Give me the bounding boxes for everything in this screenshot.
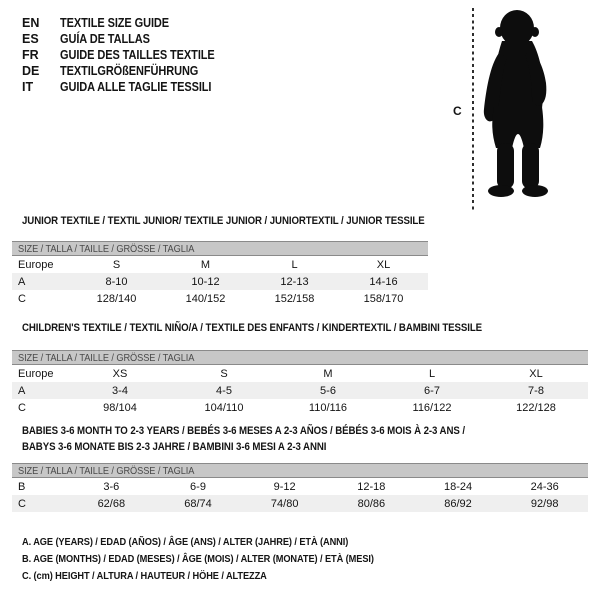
table-cell: 9-12: [273, 480, 296, 493]
table-cell: 24-36: [530, 480, 559, 493]
table-cell: 4-5: [216, 384, 232, 397]
language-code: EN: [22, 16, 40, 30]
table-cell: 18-24: [443, 480, 473, 493]
table-row: [12, 256, 428, 273]
table-row: [12, 382, 588, 399]
table-row: [12, 399, 588, 416]
language-row: [22, 63, 236, 79]
guide-title: TEXTILE SIZE GUIDE: [60, 16, 170, 30]
table-cell: M: [323, 367, 333, 380]
table-cell: 110/116: [308, 401, 348, 414]
note-height-cm: C. (cm) HEIGHT / ALTURA / HAUTEUR / HÖHE / ALTEZZA: [22, 570, 267, 582]
babies-size-header-bar: [12, 463, 588, 478]
table-cell: 62/68: [97, 497, 126, 510]
table-row: [12, 273, 428, 290]
babies-title-line2: BABYS 3-6 MONATE BIS 2-3 JAHRE / BAMBINI 3-6 MESI A 2-3 ANNI: [22, 441, 327, 453]
row-label: A: [18, 275, 26, 288]
size-header-text: SIZE / TALLA / TAILLE / GRÖSSE / TAGLIA: [18, 465, 195, 477]
babies-section-title: [22, 423, 525, 455]
table-cell: XS: [112, 367, 128, 380]
children-section-title: [22, 320, 545, 336]
language-header: [22, 15, 236, 95]
table-cell: 74/80: [270, 497, 299, 510]
table-cell: L: [428, 367, 436, 380]
language-code: FR: [22, 48, 39, 62]
language-row: [22, 79, 236, 95]
language-code: ES: [22, 32, 39, 46]
junior-size-table: [12, 256, 428, 307]
note-age-years: A. AGE (YEARS) / EDAD (AÑOS) / ÂGE (ANS) / ALTER (JAHRE) / ETÀ (ANNI): [22, 536, 349, 548]
size-header-text: SIZE / TALLA / TAILLE / GRÖSSE / TAGLIA: [18, 243, 195, 255]
table-cell: 116/122: [412, 401, 452, 414]
table-cell: 98/104: [103, 401, 137, 414]
junior-title-text: JUNIOR TEXTILE / TEXTIL JUNIOR/ TEXTILE JUNIOR / JUNIORTEXTIL / JUNIOR TESSILE: [22, 215, 425, 227]
row-label: C: [18, 497, 26, 510]
note-age-months: B. AGE (MONTHS) / EDAD (MESES) / ÂGE (MOIS) / ALTER (MONATE) / ETÀ (MESI): [22, 553, 374, 565]
children-title-text: CHILDREN'S TEXTILE / TEXTIL NIÑO/A / TEXTILE DES ENFANTS / KINDERTEXTIL / BAMBINI TESSILE: [22, 322, 483, 334]
legend-notes: [22, 536, 422, 587]
table-cell: S: [220, 367, 228, 380]
table-cell: 122/128: [516, 401, 556, 414]
table-cell: L: [291, 258, 298, 271]
table-cell: 128/140: [96, 292, 137, 305]
junior-section-title: [22, 213, 480, 229]
guide-title: GUIDE DES TAILLES TEXTILE: [60, 48, 215, 62]
table-cell: 5-6: [320, 384, 336, 397]
row-label: B: [18, 480, 26, 493]
row-label: Europe: [18, 258, 54, 271]
table-cell: 68/74: [184, 497, 212, 510]
babies-size-table: [12, 478, 588, 512]
table-cell: XL: [529, 367, 543, 380]
language-row: [22, 47, 236, 63]
table-cell: 104/110: [204, 401, 244, 414]
table-cell: 140/152: [185, 292, 226, 305]
table-cell: 3-4: [112, 384, 128, 397]
table-cell: 10-12: [191, 275, 220, 288]
junior-size-header-bar: [12, 241, 428, 256]
table-cell: M: [200, 258, 211, 271]
table-cell: 8-10: [105, 275, 128, 288]
table-cell: 6-9: [190, 480, 206, 493]
size-header-text: SIZE / TALLA / TAILLE / GRÖSSE / TAGLIA: [18, 352, 195, 364]
table-row: [12, 495, 588, 512]
table-row: [12, 365, 588, 382]
table-cell: 152/158: [274, 292, 315, 305]
table-cell: S: [112, 258, 121, 271]
babies-title-line1: BABIES 3-6 MONTH TO 2-3 YEARS / BEBÉS 3-6 MESES A 2-3 AÑOS / BÉBÉS 3-6 MOIS À 2-3 ANS /: [22, 425, 465, 437]
guide-title: GUIDA ALLE TAGLIE TESSILI: [60, 80, 212, 94]
row-label: Europe: [18, 367, 54, 380]
row-label: C: [18, 292, 26, 305]
language-code: IT: [22, 80, 34, 94]
row-label: C: [18, 401, 26, 414]
table-cell: 86/92: [444, 497, 472, 510]
toddler-silhouette: [478, 6, 568, 208]
guide-title: TEXTILGRÖßENFÜHRUNG: [60, 64, 199, 78]
height-reference-dotted-line: [472, 8, 474, 210]
table-cell: 14-16: [369, 275, 398, 288]
language-row: [22, 31, 236, 47]
table-cell: 7-8: [528, 384, 544, 397]
table-cell: 80/86: [357, 497, 386, 510]
table-cell: 158/170: [363, 292, 404, 305]
table-row: [12, 478, 588, 495]
guide-title: GUÍA DE TALLAS: [60, 32, 150, 46]
language-code: DE: [22, 64, 40, 78]
height-label: C: [453, 104, 462, 118]
row-label: A: [18, 384, 26, 397]
table-row: [12, 290, 428, 307]
table-cell: 12-18: [357, 480, 386, 493]
table-cell: 3-6: [103, 480, 120, 493]
table-cell: XL: [376, 258, 391, 271]
table-cell: 92/98: [530, 497, 559, 510]
table-cell: 6-7: [424, 384, 440, 397]
table-cell: 12-13: [280, 275, 309, 288]
children-size-table: [12, 365, 588, 416]
language-row: [22, 15, 236, 31]
children-size-header-bar: [12, 350, 588, 365]
